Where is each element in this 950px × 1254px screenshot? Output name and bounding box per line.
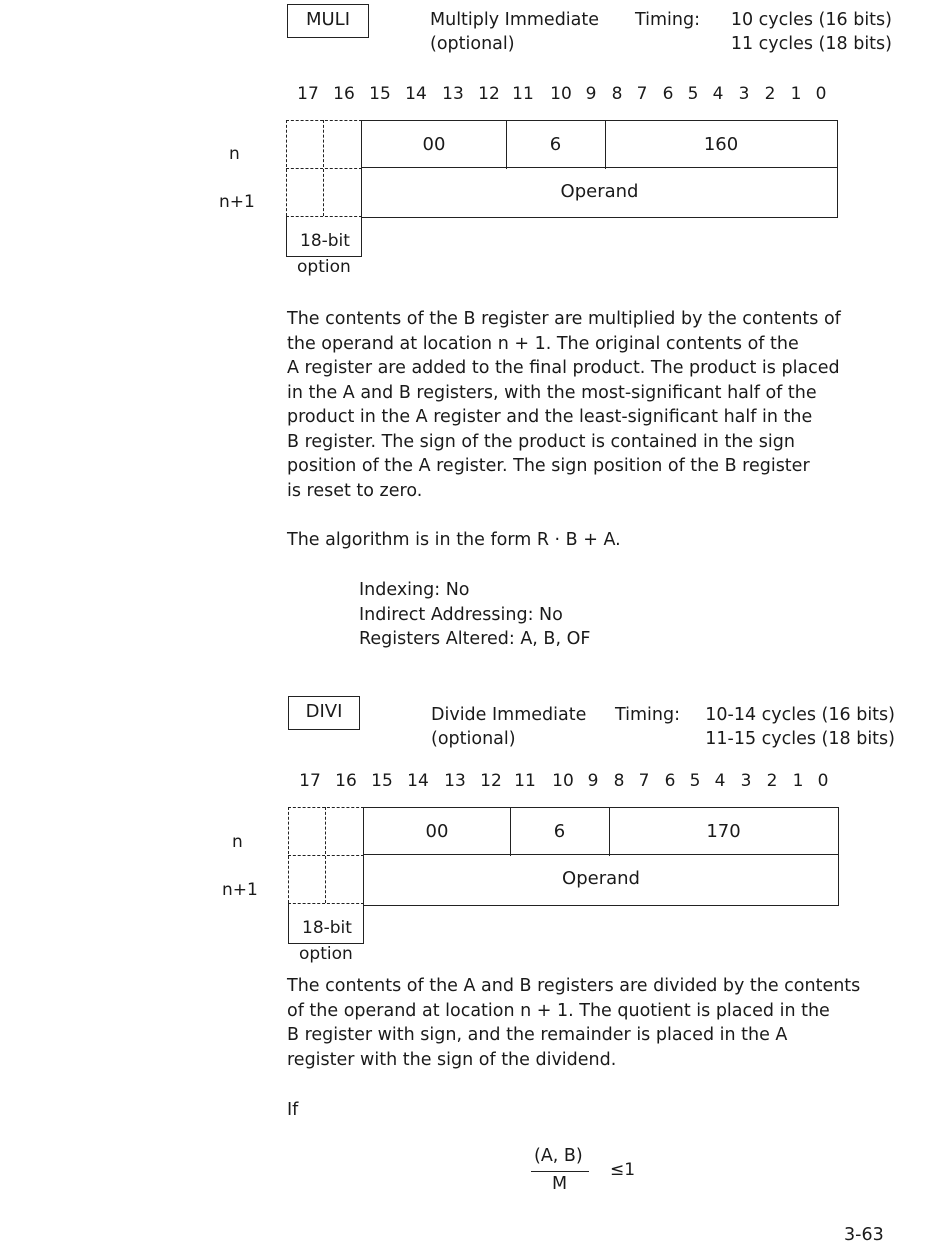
divi-field-170: 170 bbox=[706, 821, 741, 842]
muli-mnemonic-box bbox=[287, 4, 369, 38]
divi-operand-word bbox=[363, 854, 839, 906]
bit-9: 9 bbox=[587, 771, 599, 791]
divi-row-n1-label: n+1 bbox=[222, 880, 258, 900]
divi-field-6: 6 bbox=[553, 821, 566, 842]
divi-field-00: 00 bbox=[425, 821, 449, 842]
muli-field-00: 00 bbox=[422, 134, 446, 155]
fraction-denominator: M bbox=[552, 1174, 568, 1194]
bit-12: 12 bbox=[480, 771, 502, 791]
bit-0: 0 bbox=[815, 84, 827, 104]
bit-1: 1 bbox=[790, 84, 802, 104]
divi-option-top: 18-bit bbox=[302, 918, 352, 938]
muli-optional: (optional) bbox=[430, 34, 515, 54]
muli-option-bottom: option bbox=[297, 257, 351, 277]
bit-0: 0 bbox=[817, 771, 829, 791]
muli-timing-label: Timing: bbox=[635, 10, 701, 30]
muli-description: The contents of the B register are multiplied by the contents of the operand at location n + 1. The original contents of the A register are added to the final product. The product is placed in the A and B registers, with the most-significant half of the product in the A register and the least-significant half in the B register. The sign of the product is contained in the sign position of the A register. The sign position of the B register is reset to zero. bbox=[287, 309, 841, 501]
bit-5: 5 bbox=[687, 84, 699, 104]
muli-name: Multiply Immediate bbox=[430, 10, 600, 30]
fraction-numerator: (A, B) bbox=[534, 1146, 583, 1166]
divi-row-n-label: n bbox=[232, 832, 243, 852]
bit-14: 14 bbox=[407, 771, 429, 791]
bit-6: 6 bbox=[664, 771, 676, 791]
muli-field-6: 6 bbox=[549, 134, 562, 155]
bit-17: 17 bbox=[297, 84, 319, 104]
divi-option-bottom: option bbox=[299, 944, 353, 964]
muli-operand: Operand bbox=[560, 181, 639, 202]
bit-16: 16 bbox=[335, 771, 357, 791]
bit-15: 15 bbox=[369, 84, 391, 104]
muli-operand-word bbox=[361, 167, 838, 218]
page-number: 3-63 bbox=[844, 1225, 884, 1245]
divi-description: The contents of the A and B registers are divided by the contents of the operand at location n + 1. The quotient is placed in the B register with sign, and the remainder is placed in the A register with the sign of the dividend. bbox=[287, 976, 861, 1070]
muli-instruction-word bbox=[361, 120, 838, 168]
bit-11: 11 bbox=[514, 771, 536, 791]
muli-option-top: 18-bit bbox=[300, 231, 350, 251]
bit-13: 13 bbox=[442, 84, 464, 104]
bit-6: 6 bbox=[662, 84, 674, 104]
muli-row-n1-label: n+1 bbox=[219, 192, 255, 212]
bit-11: 11 bbox=[512, 84, 534, 104]
divi-name: Divide Immediate bbox=[431, 705, 587, 725]
muli-registers: Registers Altered: A, B, OF bbox=[359, 629, 591, 649]
divi-operand: Operand bbox=[562, 868, 640, 889]
bit-7: 7 bbox=[636, 84, 648, 104]
bit-1: 1 bbox=[792, 771, 804, 791]
muli-indirect: Indirect Addressing: No bbox=[359, 605, 563, 625]
bit-13: 13 bbox=[444, 771, 466, 791]
bit-3: 3 bbox=[740, 771, 752, 791]
bit-14: 14 bbox=[405, 84, 427, 104]
divi-mnemonic: DIVI bbox=[305, 701, 343, 722]
bit-16: 16 bbox=[333, 84, 355, 104]
bit-10: 10 bbox=[550, 84, 572, 104]
bit-4: 4 bbox=[714, 771, 726, 791]
bit-10: 10 bbox=[552, 771, 574, 791]
divi-mnemonic-box bbox=[288, 696, 360, 730]
divi-instruction-word bbox=[363, 807, 839, 855]
bit-3: 3 bbox=[738, 84, 750, 104]
fraction-relation: ≤1 bbox=[610, 1160, 636, 1180]
bit-12: 12 bbox=[478, 84, 500, 104]
fraction-bar bbox=[531, 1171, 589, 1172]
divi-optional: (optional) bbox=[431, 729, 516, 749]
bit-17: 17 bbox=[299, 771, 321, 791]
divi-timing-16: 10-14 cycles (16 bits) bbox=[705, 705, 895, 725]
bit-7: 7 bbox=[638, 771, 650, 791]
muli-bit-numbers bbox=[0, 84, 950, 108]
bit-4: 4 bbox=[712, 84, 724, 104]
muli-timing-16: 10 cycles (16 bits) bbox=[730, 10, 892, 30]
muli-algorithm: The algorithm is in the form R · B + A. bbox=[287, 530, 621, 550]
divi-if: If bbox=[287, 1100, 299, 1120]
bit-2: 2 bbox=[766, 771, 778, 791]
bit-5: 5 bbox=[689, 771, 701, 791]
muli-timing-18: 11 cycles (18 bits) bbox=[730, 34, 892, 54]
bit-8: 8 bbox=[611, 84, 623, 104]
muli-indexing: Indexing: No bbox=[359, 580, 470, 600]
bit-2: 2 bbox=[764, 84, 776, 104]
bit-15: 15 bbox=[371, 771, 393, 791]
muli-field-160: 160 bbox=[703, 134, 739, 155]
divi-timing-label: Timing: bbox=[615, 705, 681, 725]
bit-9: 9 bbox=[585, 84, 597, 104]
bit-8: 8 bbox=[613, 771, 625, 791]
divi-fraction bbox=[528, 1146, 648, 1206]
divi-bit-numbers bbox=[0, 771, 950, 795]
divi-timing-18: 11-15 cycles (18 bits) bbox=[705, 729, 895, 749]
muli-mnemonic: MULI bbox=[305, 9, 351, 30]
muli-row-n-label: n bbox=[229, 144, 240, 164]
